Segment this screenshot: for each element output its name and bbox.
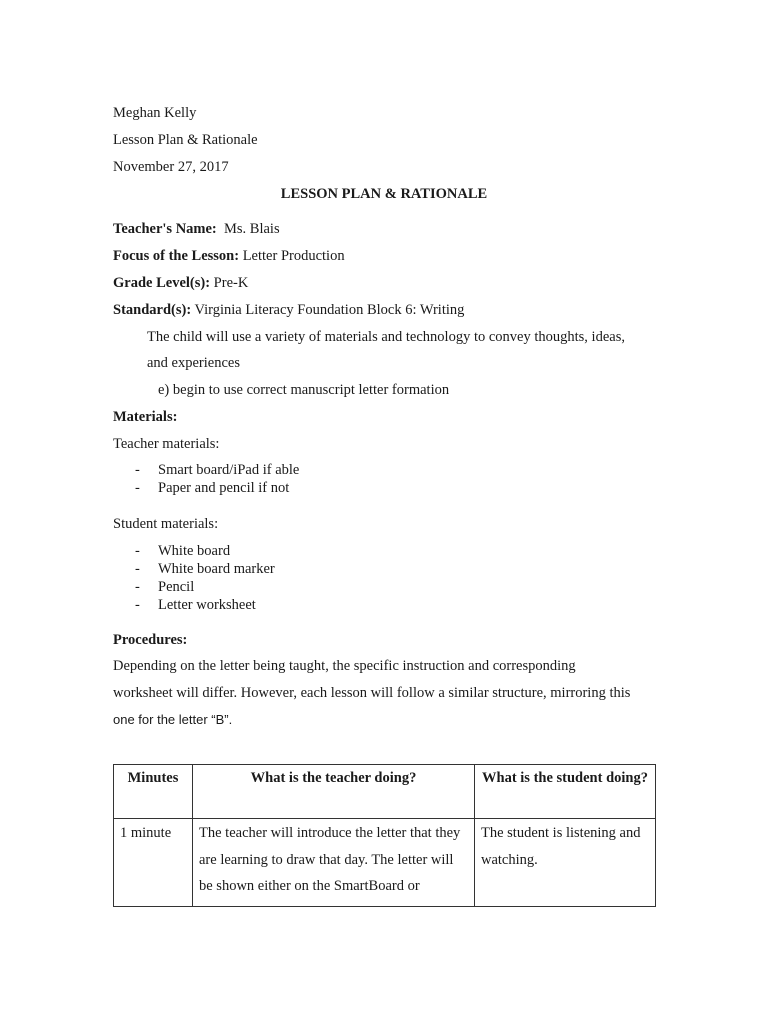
- page-title: LESSON PLAN & RATIONALE: [280, 186, 488, 202]
- grade-label: Grade Level(s):: [113, 275, 211, 291]
- header-student: What is the student doing?: [475, 765, 656, 819]
- procedures-paragraph-line-3: one for the letter “B”.: [113, 712, 233, 727]
- standard-row: [113, 301, 464, 319]
- grade-value: Pre-K: [213, 275, 249, 291]
- list-item-text: White board: [158, 543, 231, 559]
- teacher-materials-heading: Teacher materials:: [113, 436, 220, 452]
- materials-heading: Materials:: [113, 409, 178, 425]
- table-row: [114, 819, 656, 907]
- header-teacher: What is the teacher doing?: [193, 765, 475, 819]
- standard-label: Standard(s):: [113, 302, 192, 318]
- cell-teacher: The teacher will introduce the letter that they are learning to draw that day. The letter will be shown either on the SmartBoard or: [193, 819, 475, 907]
- focus-label: Focus of the Lesson:: [113, 248, 240, 264]
- dash-bullet: -: [135, 480, 140, 496]
- list-item-text: Pencil: [158, 579, 195, 595]
- cell-minutes: 1 minute: [114, 819, 193, 907]
- teacher-name-label: Teacher's Name:: [113, 221, 217, 237]
- standard-text-line-3: e) begin to use correct manuscript letter formation: [158, 382, 450, 398]
- procedures-heading: Procedures:: [113, 632, 188, 648]
- dash-bullet: -: [135, 543, 140, 559]
- standard-text-line-1: The child will use a variety of materials and technology to convey thoughts, ideas,: [147, 329, 625, 345]
- dash-bullet: -: [135, 462, 140, 478]
- dash-bullet: -: [135, 597, 140, 613]
- focus-row: [113, 247, 345, 265]
- student-materials-heading: Student materials:: [113, 516, 219, 532]
- dash-bullet: -: [135, 579, 140, 595]
- standard-text-line-2: and experiences: [147, 355, 240, 371]
- focus-value: Letter Production: [242, 248, 345, 264]
- document-date: November 27, 2017: [113, 159, 229, 175]
- list-item-text: White board marker: [158, 561, 275, 577]
- standard-value: Virginia Literacy Foundation Block 6: Writing: [194, 302, 465, 318]
- list-item-text: Smart board/iPad if able: [158, 462, 300, 478]
- header-minutes: Minutes: [114, 765, 193, 819]
- teacher-name-value: Ms. Blais: [224, 221, 280, 237]
- procedures-table: [113, 764, 656, 907]
- grade-row: [113, 274, 248, 292]
- procedures-paragraph-line-2: worksheet will differ. However, each lesson will follow a similar structure, mirroring this: [113, 685, 631, 701]
- teacher-name-row: [113, 220, 280, 238]
- table-header-row: [114, 765, 656, 819]
- cell-student: The student is listening and watching.: [475, 819, 656, 907]
- document-type: Lesson Plan & Rationale: [113, 132, 258, 148]
- dash-bullet: -: [135, 561, 140, 577]
- list-item-text: Letter worksheet: [158, 597, 256, 613]
- list-item-text: Paper and pencil if not: [158, 480, 290, 496]
- author-name: Meghan Kelly: [113, 105, 197, 121]
- procedures-paragraph-line-1: Depending on the letter being taught, the specific instruction and corresponding: [113, 658, 576, 674]
